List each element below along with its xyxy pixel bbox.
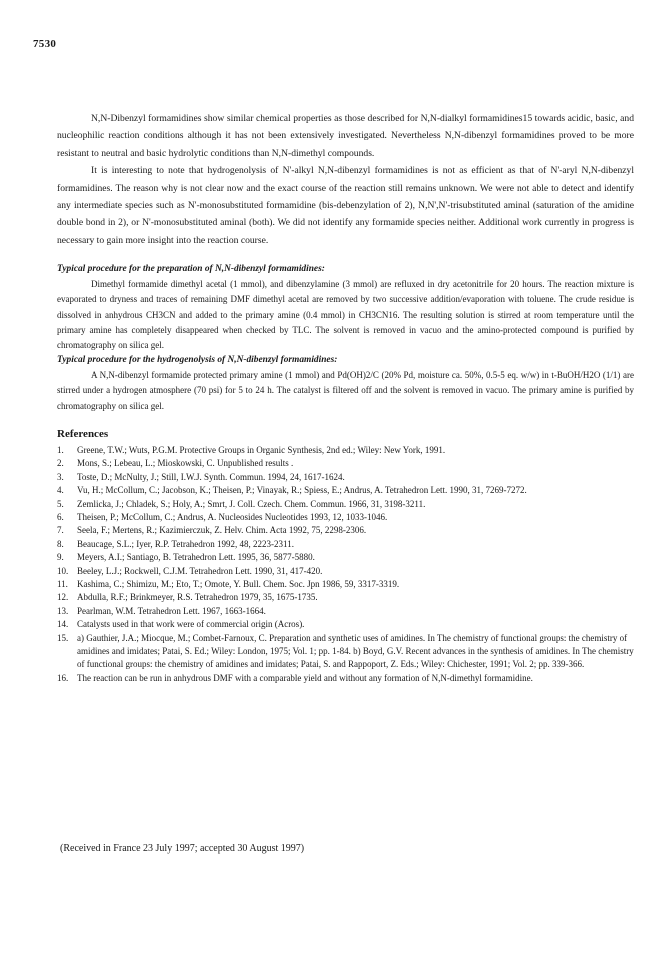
reference-number: 1. bbox=[57, 444, 64, 455]
reference-text: a) Gauthier, J.A.; Miocque, M.; Combet-Farnoux, C. Preparation and synthetic uses of amidines. In The chemistry of functional groups: the chemistry of amidines and imidates; Patai, S. Ed.; Wiley: London, 1975; Vol. 1; pp. 1-84. b) Boyd, G.V. Recent advances in the synthesis of amidines. In The chemistry of functional groups: the chemistry of amidines and imidates; Patai, S. and Rappoport, Z. Eds.; Wiley: Chichester, 1991; Vol. 2; pp. 339-366. bbox=[77, 632, 634, 670]
reference-number: 16. bbox=[57, 672, 69, 683]
reference-number: 15. bbox=[57, 632, 69, 643]
procedure-hydrogenolysis bbox=[57, 353, 634, 414]
reference-number: 8. bbox=[57, 538, 64, 549]
page-number: 7530 bbox=[33, 38, 57, 50]
reference-number: 4. bbox=[57, 485, 64, 496]
reference-text: Vu, H.; McCollum, C.; Jacobson, K.; Theisen, P.; Vinayak, R.; Spiess, E.; Andrus, A. Tetrahedron Lett. 1990, 31, 7269-7272. bbox=[77, 485, 527, 496]
reference-item bbox=[57, 565, 634, 578]
reference-text: Seela, F.; Mertens, R.; Kazimierczuk, Z. Helv. Chim. Acta 1992, 75, 2298-2306. bbox=[77, 525, 367, 536]
reference-number: 9. bbox=[57, 552, 64, 563]
reference-text: Beeley, L.J.; Rockwell, C.J.M. Tetrahedron Lett. 1990, 31, 417-420. bbox=[77, 565, 323, 576]
reference-item bbox=[57, 444, 634, 457]
received-note: (Received in France 23 July 1997; accepted 30 August 1997) bbox=[60, 843, 305, 854]
reference-text: The reaction can be run in anhydrous DMF with a comparable yield and without any formation of N,N-dimethyl formamidine. bbox=[77, 672, 533, 683]
reference-text: Mons, S.; Lebeau, L.; Mioskowski, C. Unpublished results . bbox=[77, 458, 294, 469]
paragraph-2: It is interesting to note that hydrogenolysis of N'-alkyl N,N-dibenzyl formamidines is not as efficient as that of N'-aryl N,N-dibenzyl formamidines. The reason why is not clear now and the exact course of the reaction still remains unknown. We were not able to detect and identify any intermediate species such as N'-monosubstituted formamidine (bis-debenzylation of 2), N,N',N'-trisubstituted aminal (saturation of the amidine double bond in 2), or N'-monosubstituted aminal (both). We did not identify any formamide species neither. Additional work currently in progress is necessary to gain more insight into the reaction course. bbox=[57, 165, 634, 246]
reference-text: Meyers, A.I.; Santiago, B. Tetrahedron Lett. 1995, 36, 5877-5880. bbox=[77, 552, 315, 563]
procedure-preparation bbox=[57, 262, 634, 353]
reference-number: 11. bbox=[57, 578, 68, 589]
reference-item bbox=[57, 618, 634, 631]
reference-item bbox=[57, 591, 634, 604]
reference-text: Beaucage, S.L.; Iyer, R.P. Tetrahedron 1992, 48, 2223-2311. bbox=[77, 538, 294, 549]
reference-number: 2. bbox=[57, 458, 64, 469]
procedure-hydrogenolysis-title: Typical procedure for the hydrogenolysis of N,N-dibenzyl formamidines: bbox=[57, 355, 338, 366]
reference-item bbox=[57, 672, 634, 685]
reference-text: Theisen, P.; McCollum, C.; Andrus, A. Nucleosides Nucleotides 1993, 12, 1033-1046. bbox=[77, 511, 388, 522]
reference-number: 7. bbox=[57, 525, 64, 536]
reference-text: Toste, D.; McNulty, J.; Still, I.W.J. Synth. Commun. 1994, 24, 1617-1624. bbox=[77, 471, 345, 482]
reference-text: Abdulla, R.F.; Brinkmeyer, R.S. Tetrahedron 1979, 35, 1675-1735. bbox=[77, 592, 318, 603]
procedure-preparation-text: Dimethyl formamide dimethyl acetal (1 mmol), and dibenzylamine (3 mmol) are refluxed in dry acetonitrile for 20 hours. The reaction mixture is evaporated to dryness and traces of remaining DMF dimethyl acetal are removed by two successive addition/evaporation with toluene. The crude residue is dissolved in anhydrous CH3CN and added to the primary amine (0.4 mmol) in CH3CN16. The resulting solution is stirred at room temperature until the primary amine has completely disappeared when checked by TLC. The solvent is removed in vacuo and the amino-protected compound is purified by chromatography on silica gel. bbox=[57, 279, 634, 351]
procedure-preparation-title: Typical procedure for the preparation of N,N-dibenzyl formamidines: bbox=[57, 264, 325, 275]
reference-number: 5. bbox=[57, 498, 64, 509]
main-text bbox=[57, 110, 634, 685]
reference-item bbox=[57, 471, 634, 484]
paragraph-1: N,N-Dibenzyl formamidines show similar chemical properties as those described for N,N-dialkyl formamidines15 towards acidic, basic, and nucleophilic reaction conditions although it has not been extensively investigated. Nevertheless N,N-dibenzyl formamidines proved to be more resistant to neutral and basic hydrolytic conditions than N,N-dimethyl compounds. bbox=[57, 113, 634, 159]
references-heading: References bbox=[57, 427, 109, 440]
reference-item bbox=[57, 524, 634, 537]
reference-item bbox=[57, 484, 634, 497]
discussion-section bbox=[57, 110, 634, 249]
reference-text: Catalysts used in that work were of commercial origin (Acros). bbox=[77, 619, 305, 630]
procedure-hydrogenolysis-text: A N,N-dibenzyl formamide protected primary amine (1 mmol) and Pd(OH)2/C (20% Pd, moisture ca. 50%, 0.5-5 eq. w/w) in t-BuOH/H2O (1/1) are stirred under a hydrogen atmosphere (70 psi) for 5 to 24 h. The catalyst is filtered off and the solvent is removed in vacuo. The primary amine is purified by chromatography on silica gel. bbox=[57, 370, 634, 411]
reference-text: Greene, T.W.; Wuts, P.G.M. Protective Groups in Organic Synthesis, 2nd ed.; Wiley: New York, 1991. bbox=[77, 444, 446, 455]
reference-text: Pearlman, W.M. Tetrahedron Lett. 1967, 1663-1664. bbox=[77, 605, 266, 616]
reference-item bbox=[57, 538, 634, 551]
reference-number: 10. bbox=[57, 565, 69, 576]
reference-text: Zemlicka, J.; Chladek, S.; Holy, A.; Smrt, J. Coll. Czech. Chem. Commun. 1966, 31, 3198-3211. bbox=[77, 498, 426, 509]
reference-number: 12. bbox=[57, 592, 69, 603]
reference-number: 6. bbox=[57, 511, 64, 522]
reference-item bbox=[57, 632, 634, 672]
reference-number: 13. bbox=[57, 605, 69, 616]
reference-item bbox=[57, 457, 634, 470]
reference-item bbox=[57, 578, 634, 591]
reference-item bbox=[57, 605, 634, 618]
reference-number: 3. bbox=[57, 471, 64, 482]
reference-number: 14. bbox=[57, 619, 69, 630]
reference-item bbox=[57, 551, 634, 564]
reference-item bbox=[57, 511, 634, 524]
references-list bbox=[57, 444, 634, 685]
reference-item bbox=[57, 498, 634, 511]
reference-text: Kashima, C.; Shimizu, M.; Eto, T.; Omote, Y. Bull. Chem. Soc. Jpn 1986, 59, 3317-3319. bbox=[77, 578, 400, 589]
